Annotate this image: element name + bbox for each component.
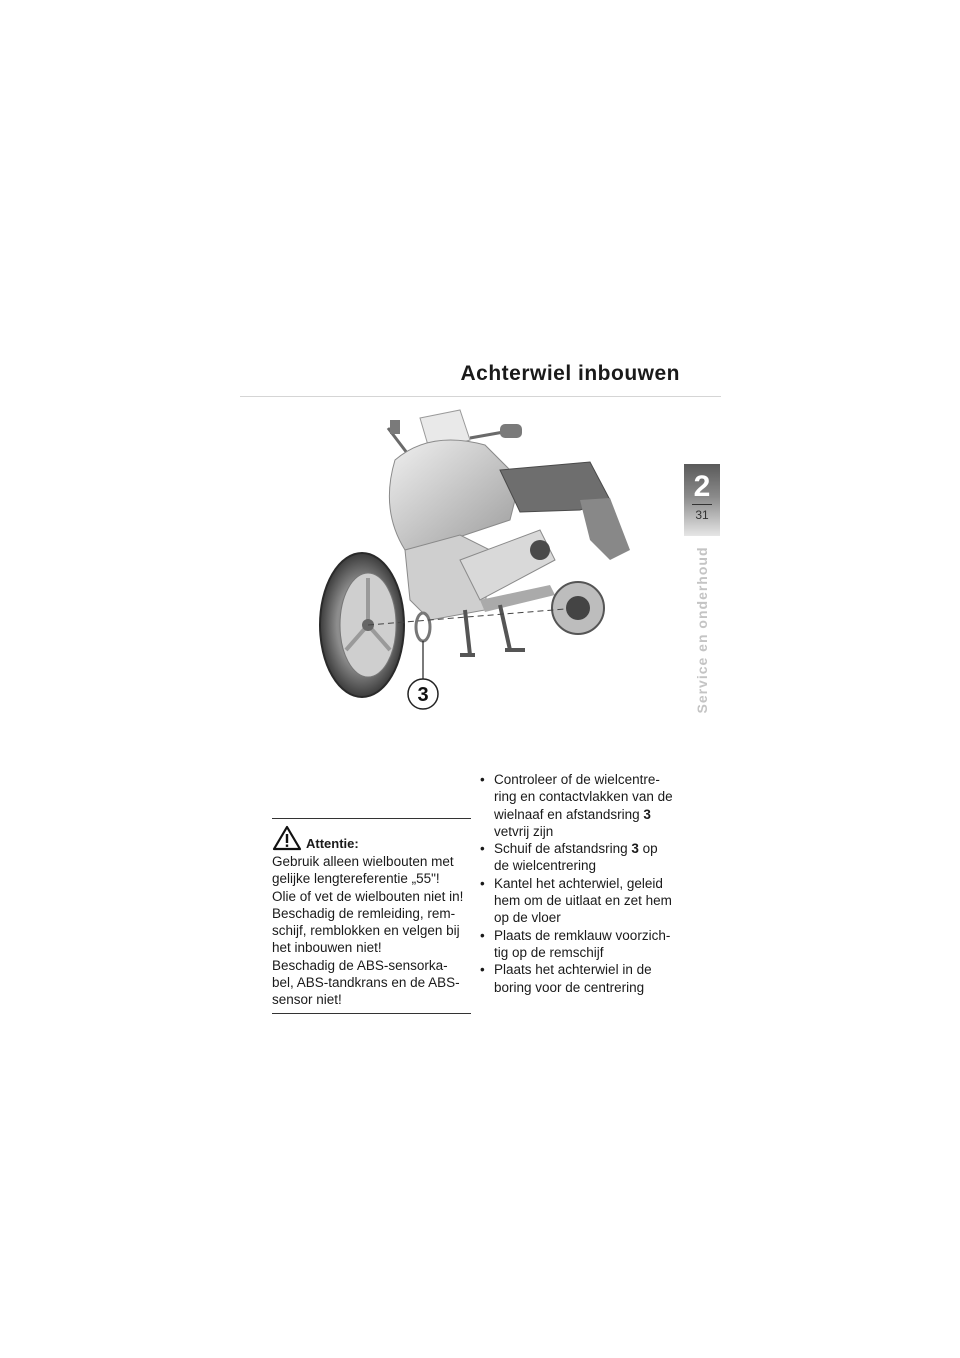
instruction-item — [480, 840, 690, 875]
instruction-line: • Kantel het achterwiel, geleid — [494, 875, 663, 891]
instruction-line: vetvrij zijn — [494, 823, 554, 839]
instruction-item — [480, 771, 690, 840]
instruction-line — [494, 806, 690, 823]
instruction-line: de wielcentrering — [494, 858, 597, 874]
warning-box — [272, 818, 471, 1014]
instruction-item — [480, 875, 690, 927]
page-title: Achterwiel inbouwen — [460, 362, 680, 385]
page-number: 31 — [695, 508, 709, 522]
warning-line: Olie of vet de wielbouten niet in! — [272, 888, 464, 904]
instruction-line: tig op de remschijf — [494, 944, 604, 960]
instruction-text: op — [638, 841, 658, 857]
warning-line: Beschadig de ABS-sensorka- — [272, 957, 448, 973]
section-label: Service en onderhoud — [694, 546, 710, 714]
reference-number: 3 — [643, 806, 651, 822]
chapter-tab — [684, 464, 720, 536]
callout-number: 3 — [417, 684, 429, 706]
instruction-line: op de vloer — [494, 910, 561, 926]
warning-triangle-icon — [272, 825, 302, 851]
warning-line: gelijke lengtereferentie „55"! — [272, 871, 440, 887]
instruction-text: wielnaaf en afstandsring — [494, 806, 644, 822]
instruction-line: • Plaats de remklauw voorzich- — [494, 927, 671, 943]
instruction-line — [494, 840, 690, 857]
instruction-item — [480, 961, 690, 996]
warning-line: het inbouwen niet! — [272, 940, 382, 956]
chapter-divider — [692, 504, 712, 505]
chapter-number: 2 — [693, 470, 711, 503]
warning-line: Gebruik alleen wielbouten met — [272, 854, 454, 869]
instruction-line: ring en contactvlakken van de — [494, 789, 673, 805]
warning-line: bel, ABS-tandkrans en de ABS- — [272, 975, 460, 991]
instruction-line: hem om de uitlaat en zet hem — [494, 893, 672, 909]
instruction-line: boring voor de centrering — [494, 979, 645, 995]
instruction-text: Schuif de afstandsring — [494, 841, 632, 857]
warning-text — [272, 853, 471, 1009]
instruction-line: • Controleer of de wielcentre- — [494, 772, 660, 787]
warning-label: Attentie: — [306, 836, 359, 851]
warning-line: sensor niet! — [272, 992, 342, 1008]
warning-line: schijf, remblokken en velgen bij — [272, 923, 460, 939]
title-divider — [240, 396, 721, 397]
instruction-item — [480, 927, 690, 962]
reference-number: 3 — [631, 841, 639, 857]
warning-line: Beschadig de remleiding, rem- — [272, 905, 456, 921]
instruction-line: • Plaats het achterwiel in de — [494, 962, 652, 978]
motorcycle-illustration — [310, 400, 630, 720]
instruction-list — [480, 771, 690, 996]
